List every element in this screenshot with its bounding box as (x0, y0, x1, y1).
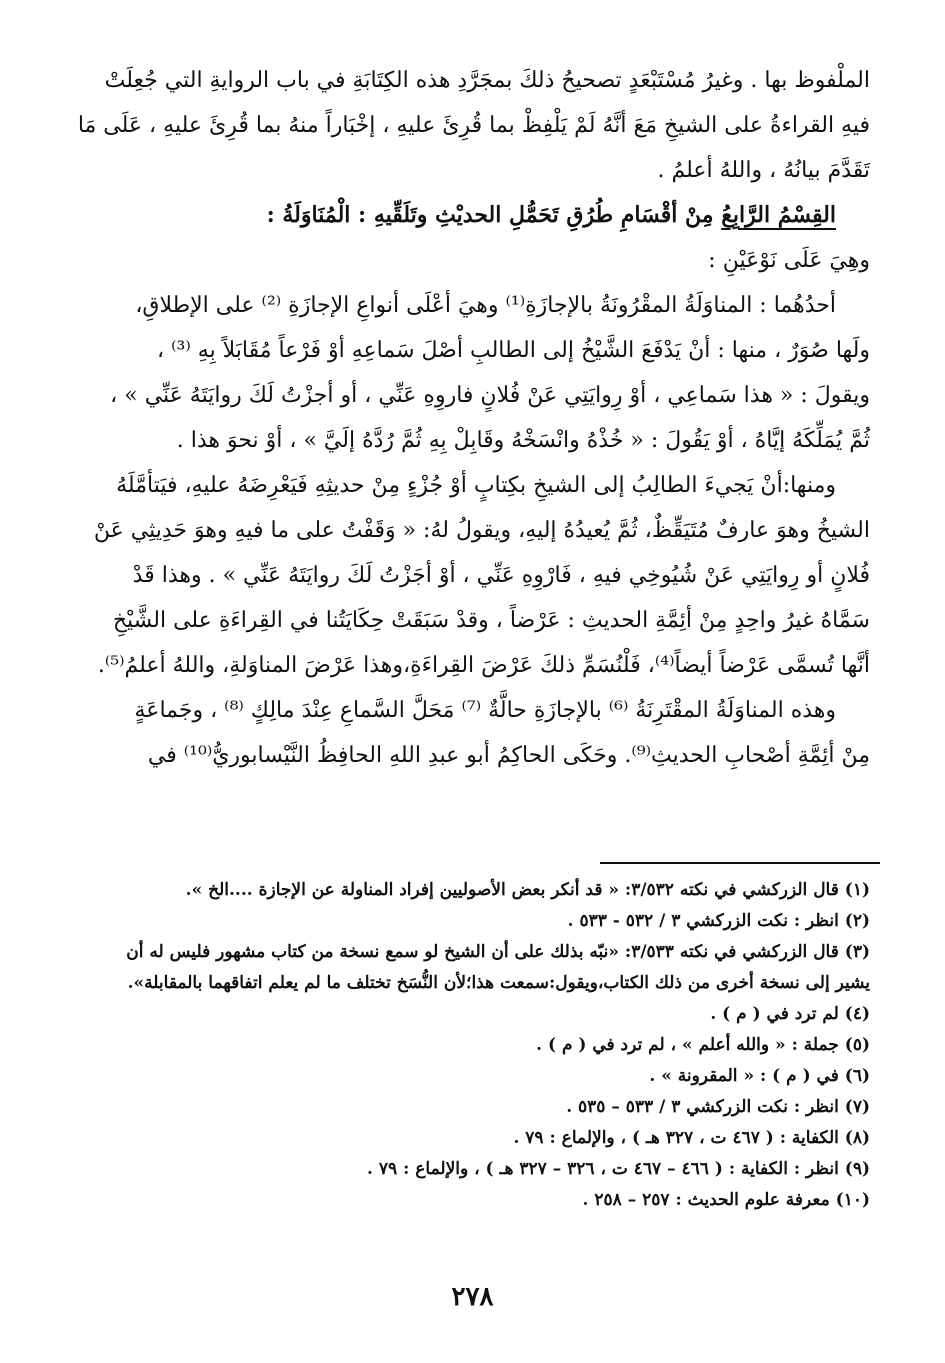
text-line: الملْفوظ بها . وغيرُ مُسْتَبْعَدٍ تصحيحُ ذلكَ بمجَرَّدِ هذه الكِتَابَةِ في باب الروايةِ التي جُعِلَتْ (104, 68, 870, 93)
text-line: ثُمَّ يُمَلِّكَهُ إيَّاهُ ، أوْ يَقُولَ : « خُذْهُ وانْسَخْهُ وقَابِلْ بِهِ ثُمَّ رُدَّهُ إلَيَّ » ، أوْ نحوَ هذا . (176, 428, 870, 453)
text-line: الشيخُ وهوَ عارفٌ مُتَيَقِّظٌ، ثُمَّ يُعيدُهُ إليهِ، ويقولُ لهُ: « وَقَفْتُ على ما فيهِ وهوَ حَدِيثِي عَنْ (93, 518, 870, 543)
footnote-divider (600, 862, 880, 864)
footnote: (٤) لم ترد في ( م ) . (710, 1004, 870, 1024)
text-line: فُلانٍ أو رِوايَتِي عَنْ شُيُوخِي فيهِ ، فَارْوِهِ عَنِّي ، أوْ أجَزْتُ لَكَ روايَتَهُ عَنِّي » . وهذا قَدْ (132, 563, 870, 588)
section-heading-rest: مِنْ أقْسَامِ طُرُقِ تَحَمُّلِ الحديْثِ وتَلَقِّيهِ : الْمُنَاوَلَةُ : (266, 202, 714, 228)
text-line: وهذه المناوَلَةُ المقْتَرِنَةُ ⁽⁶⁾ بالإجازَةِ حالَّةٌ ⁽⁷⁾ مَحَلَّ السَّماعِ عِنْدَ مالِكٍ ⁽⁸⁾ ، وجَماعَةٍ (134, 698, 836, 723)
text-line: فيهِ القراءةُ على الشيخِ مَعَ أنَّهُ لَمْ يَلْفِظْ بما قُرِئَ عليهِ ، إخْبَاراً منهُ بما قُرِئَ عليهِ ، عَلَى مَا (77, 113, 870, 138)
section-heading (160, 193, 870, 238)
footnote: (١٠) معرفة علوم الحديث : ٢٥٧ – ٢٥٨ . (582, 1190, 870, 1210)
text-line: ومنها:أنْ يَجيءَ الطالِبُ إلى الشيخِ بكِتابٍ أوْ جُزْءٍ مِنْ حديثِهِ فَيَعْرِضَهُ عليهِ، فيَتأمَّلَهُ (116, 473, 836, 498)
text-line: سَمَّاهُ غيرُ واحِدٍ مِنْ أئِمَّةِ الحديثِ : عَرْضاً ، وقدْ سَبَقَتْ حِكَايَتُنا في القِراءَةِ على الشَّيْخِ (112, 608, 870, 633)
footnote: (٣) قال الزركشي في نكته ٣/٥٣٣: «نبّه بذلك على أن الشيخ لو سمع نسخة من كتاب مشهور فليس له أن (126, 942, 870, 962)
text-line: أنَّها تُسمَّى عَرْضاً أيضاً⁽⁴⁾، فَلْنُسَمِّ ذلكَ عَرْضَ القِراءَةِ،وهذا عَرْضَ المناوَلةِ، واللهُ أعلمُ⁽⁵⁾. (97, 653, 870, 678)
footnote: (٢) انظر : نكت الزركشي ٣ / ٥٣٢ - ٥٣٣ . (567, 911, 870, 931)
text-line: ويقولَ : « هذا سَماعِي ، أوْ رِوايَتِي عَنْ فُلانٍ فاروِهِ عَنِّي ، أو أجزْتُ لَكَ روايَتَهُ عَنِّي » ، (110, 383, 870, 408)
page-number: ٢٧٨ (451, 1282, 494, 1312)
footnote: (٧) انظر : نكت الزركشي ٣ / ٥٣٣ – ٥٣٥ . (566, 1097, 870, 1117)
text-line: مِنْ أئِمَّةِ أصْحابِ الحديثِ⁽⁹⁾. وحَكَى الحاكِمُ أبو عبدِ اللهِ الحافِظُ النَّيْسابوريُّ⁽¹⁰⁾ في (147, 743, 870, 768)
footnote: (٦) في ( م ) : « المقرونة » . (649, 1066, 870, 1086)
footnote-continuation: يشير إلى نسخة أخرى من ذلك الكتاب،ويقول:سمعت هذا؛لأن النُّسَخ تختلف ما لم يعلم اتفاقهما بالمقابلة». (127, 973, 870, 993)
footnote: (٩) انظر : الكفاية : ( ٤٦٦ – ٤٦٧ ت ، ٣٢٦ – ٣٢٧ هـ ) ، والإلماع : ٧٩ . (367, 1159, 870, 1179)
text-line: أحدُهُما : المناوَلَةُ المقْرُونَةُ بالإجازَةِ⁽¹⁾ وهيَ أعْلَى أنواعِ الإجازَةِ ⁽²⁾ على الإطلاقِ، (135, 293, 836, 318)
main-text (77, 58, 870, 778)
text-line: وهِيَ عَلَى نَوْعَيْنِ : (708, 248, 870, 273)
text-line: تَقَدَّمَ بيانُهُ ، واللهُ أعلمُ . (657, 158, 870, 183)
footnote: (٥) جملة : « والله أعلم » ، لم ترد في ( م ) . (536, 1035, 870, 1055)
footnote: (٨) الكفاية : ( ٤٦٧ ت ، ٣٢٧ هـ ) ، والإلماع : ٧٩ . (513, 1128, 870, 1148)
footnote: (١) قال الزركشي في نكته ٣/٥٣٢: « قد أنكر بعض الأصوليين إفراد المناولة عن الإجازة ....الخ ». (185, 880, 870, 900)
text-line: ولَها صُوَرٌ ، منها : أنْ يَدْفَعَ الشَّيْخُ إلى الطالبِ أصْلَ سَماعِهِ أوْ فَرْعاً مُقَابَلاً بِهِ ⁽³⁾ ، (157, 338, 870, 363)
footnotes (126, 875, 870, 1216)
section-heading-title: القِسْمُ الرَّابِعُ (721, 202, 836, 228)
